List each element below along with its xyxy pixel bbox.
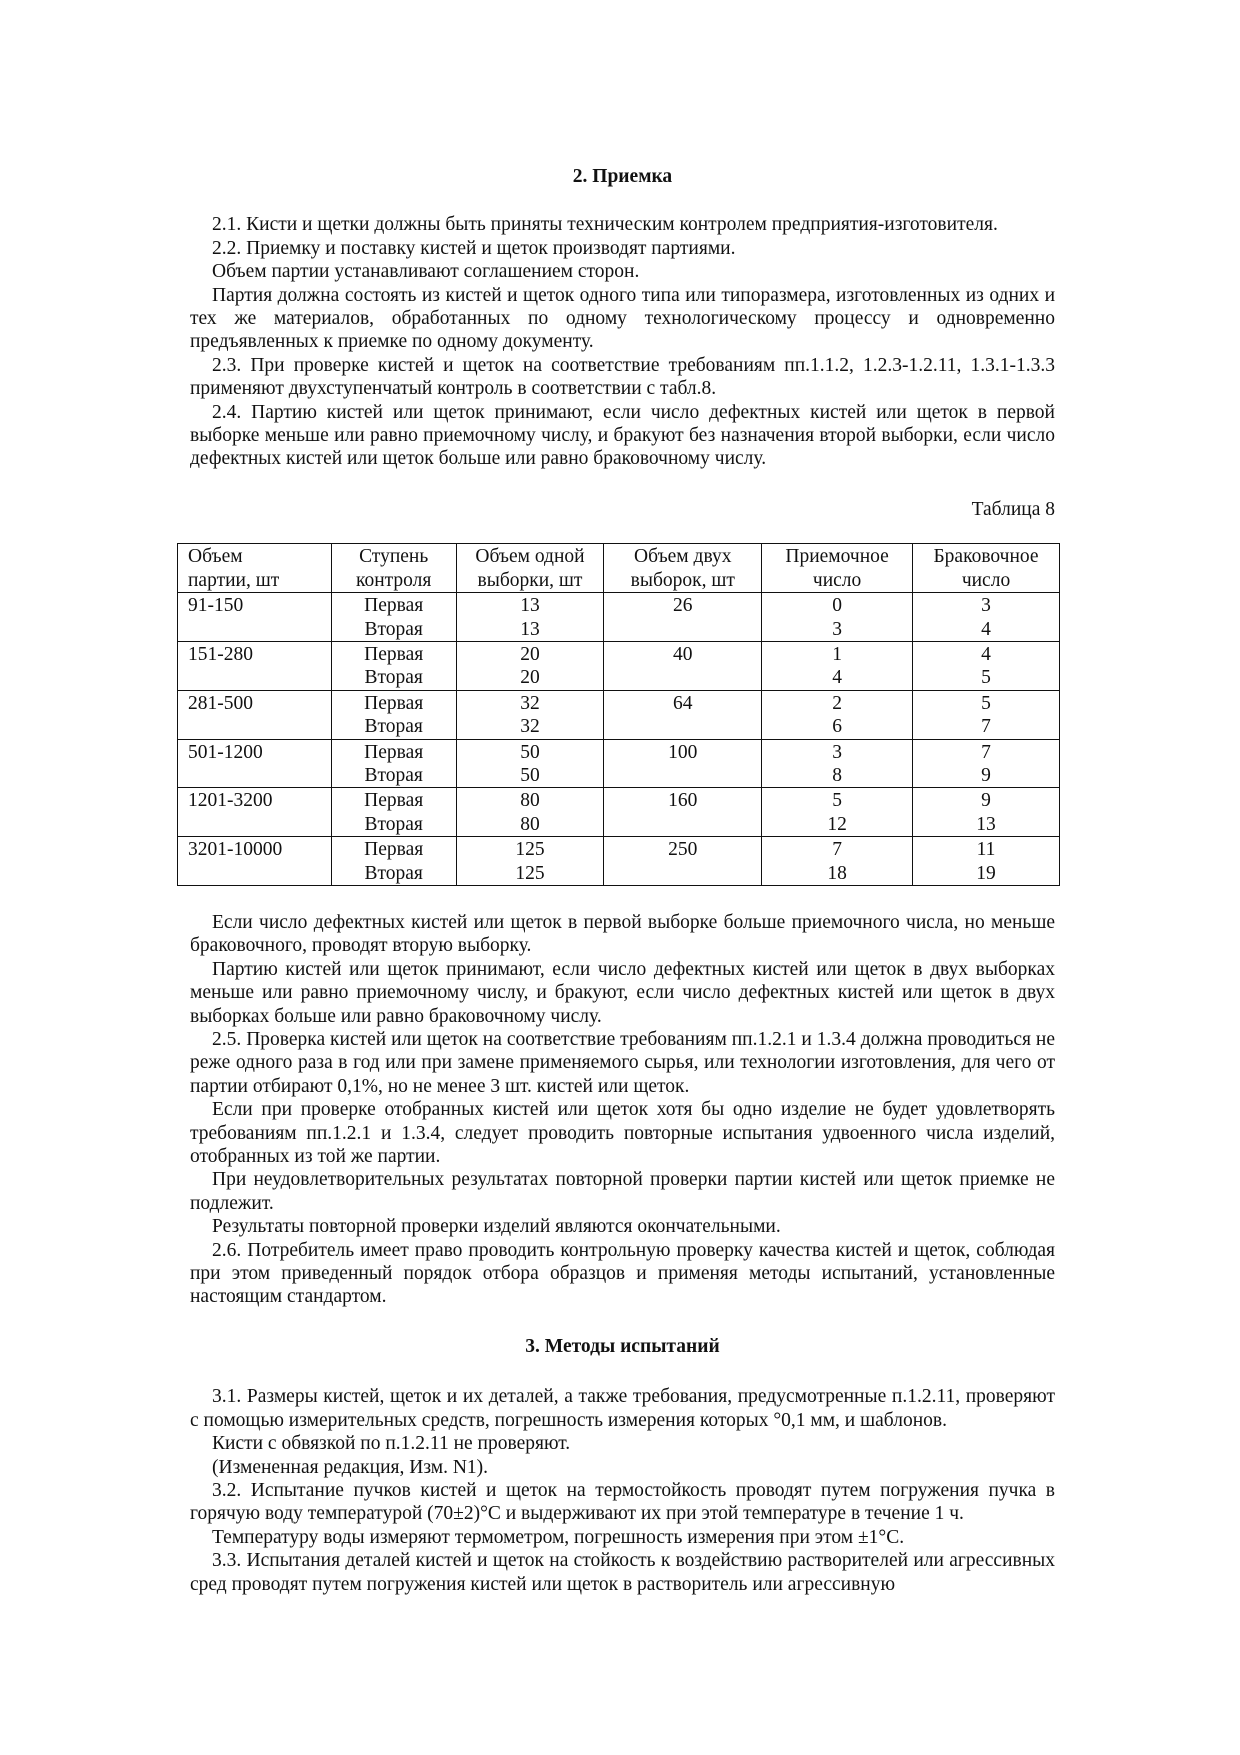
cell-sample-size — [456, 690, 604, 739]
cell-sample-size — [456, 739, 604, 788]
cell-rejection-number-line: 7 — [981, 716, 991, 738]
paragraph: 2.3. При проверке кистей и щеток на соответствие требованиям пп.1.1.2, 1.2.3-1.2.11, 1.3.1-1.3.3 применяют двухступенчатый контроль в соответствии с табл.8. — [190, 354, 1055, 400]
paragraph: Если при проверке отобранных кистей или щеток хотя бы одно изделие не будет удовлетворять требованиям пп.1.2.1 и 1.3.4, следует проводить повторные испытания удвоенного числа изделий, отобранных из той же партии. — [190, 1099, 1055, 1168]
cell-lot-size: 151-280 — [178, 641, 332, 690]
paragraph: Партию кистей или щеток принимают, если число дефектных кистей или щеток в двух выборках меньше или равно приемочному числу, и бракуют, если число дефектных кистей или щеток в двух выборках больше или равно браковочному числу. — [190, 958, 1055, 1027]
cell-rejection-number — [913, 641, 1060, 690]
paragraph: При неудовлетворительных результатах повторной проверки партии кистей или щеток приемке не подлежит. — [190, 1169, 1055, 1214]
cell-sample-size — [456, 788, 604, 837]
paragraph: 3.1. Размеры кистей, щеток и их деталей, а также требования, предусмотренные п.1.2.11, проверяют с помощью измерительных средств, погрешность измерения которых °0,1 мм, и шаблонов. — [190, 1386, 1055, 1431]
section-3-title: 3. Методы испытаний — [525, 1335, 720, 1357]
cell-sample-size-line: 20 — [520, 667, 540, 689]
paragraph: 3.3. Испытания деталей кистей и щеток на стойкость к воздействию растворителей или агрессивных сред проводят путем погружения кистей или щеток в растворитель или агрессивную — [190, 1550, 1055, 1595]
cell-stage — [331, 690, 456, 739]
cell-total-sample-size: 160 — [604, 788, 762, 837]
table-row — [178, 739, 1060, 788]
paragraph: 2.1. Кисти и щетки должны быть приняты техническим контролем предприятия-изготовителя. — [212, 214, 998, 236]
cell-total-sample-size: 64 — [604, 690, 762, 739]
cell-rejection-number-line: 11 — [976, 839, 996, 861]
cell-acceptance-number-line: 3 — [832, 741, 842, 763]
cell-sample-size-line: 13 — [520, 618, 540, 640]
cell-rejection-number-line: 5 — [981, 692, 991, 714]
paragraph: Кисти с обвязкой по п.1.2.11 не проверяют. — [212, 1433, 571, 1455]
cell-acceptance-number-line: 0 — [832, 595, 842, 617]
cell-acceptance-number — [762, 593, 913, 642]
header-rejection-number: Браковочное число — [913, 544, 1060, 593]
paragraph: Партия должна состоять из кистей и щеток одного типа или типоразмера, изготовленных из одних и тех же материалов, обработанных по одному технологическому процессу и одновременно предъявленных к приемке по одному документу. — [190, 284, 1055, 353]
cell-stage-line: Вторая — [364, 618, 423, 640]
paragraph: 2.4. Партию кистей или щеток принимают, если число дефектных кистей или щеток в первой выборке меньше или равно приемочному числу, и бракуют без назначения второй выборки, если число дефектных кистей или щеток больше или равно браковочному числу. — [190, 401, 1055, 470]
table-row — [178, 641, 1060, 690]
cell-rejection-number — [913, 788, 1060, 837]
cell-rejection-number — [913, 739, 1060, 788]
cell-rejection-number-line: 7 — [981, 741, 991, 763]
cell-lot-size: 281-500 — [178, 690, 332, 739]
document-page — [190, 165, 1055, 1596]
cell-acceptance-number-line: 6 — [832, 716, 842, 738]
cell-sample-size-line: 125 — [515, 862, 545, 884]
cell-acceptance-number-line: 5 — [832, 790, 842, 812]
cell-acceptance-number — [762, 837, 913, 886]
cell-total-sample-size: 250 — [604, 837, 762, 886]
paragraph: 2.5. Проверка кистей или щеток на соответствие требованиям пп.1.2.1 и 1.3.4 должна проводиться не реже одного раза в год или при замене применяемого сырья, или технологии изготовления, для чего от партии отбирают 0,1%, но не менее 3 шт. кистей или щеток. — [190, 1029, 1055, 1097]
cell-stage-line: Вторая — [364, 667, 423, 689]
cell-rejection-number — [913, 837, 1060, 886]
cell-stage — [331, 837, 456, 886]
cell-acceptance-number-line: 1 — [832, 643, 842, 665]
cell-rejection-number-line: 4 — [981, 618, 991, 640]
after-table-text — [190, 911, 1055, 1309]
header-lot-size: Объем партии, шт — [178, 544, 332, 593]
cell-rejection-number-line: 9 — [981, 790, 991, 812]
cell-acceptance-number-line: 7 — [832, 839, 842, 861]
table-body — [178, 593, 1060, 886]
paragraph: Результаты повторной проверки изделий являются окончательными. — [212, 1216, 781, 1238]
cell-stage-line: Первая — [364, 643, 424, 665]
paragraph: 2.2. Приемку и поставку кистей и щеток производят партиями. — [212, 237, 736, 259]
cell-sample-size — [456, 593, 604, 642]
cell-lot-size: 3201-10000 — [178, 837, 332, 886]
table-row — [178, 593, 1060, 642]
cell-acceptance-number-line: 8 — [832, 764, 842, 786]
cell-total-sample-size: 26 — [604, 593, 762, 642]
header-stage: Ступень контроля — [331, 544, 456, 593]
cell-stage-line: Вторая — [364, 716, 423, 738]
cell-sample-size-line: 50 — [520, 764, 540, 786]
table-row — [178, 837, 1060, 886]
cell-total-sample-size: 100 — [604, 739, 762, 788]
header-sample-size: Объем одной выборки, шт — [456, 544, 604, 593]
table-caption: Таблица 8 — [971, 498, 1055, 520]
table-row — [178, 690, 1060, 739]
table-row — [178, 788, 1060, 837]
paragraph: 3.2. Испытание пучков кистей и щеток на термостойкость проводят путем погружения пучка в горячую воду температурой (70±2)°С и выдерживают их при этой температуре в течение 1 ч. — [190, 1479, 1055, 1525]
cell-acceptance-number — [762, 641, 913, 690]
cell-stage — [331, 641, 456, 690]
cell-acceptance-number-line: 4 — [832, 667, 842, 689]
cell-lot-size: 91-150 — [178, 593, 332, 642]
cell-rejection-number-line: 19 — [976, 862, 996, 884]
paragraph: (Измененная редакция, Изм. N1). — [212, 1456, 489, 1478]
cell-rejection-number — [913, 690, 1060, 739]
cell-rejection-number — [913, 593, 1060, 642]
cell-lot-size: 1201-3200 — [178, 788, 332, 837]
cell-total-sample-size: 40 — [604, 641, 762, 690]
cell-stage-line: Первая — [364, 595, 424, 617]
cell-sample-size-line: 80 — [520, 790, 540, 812]
cell-acceptance-number-line: 18 — [827, 862, 847, 884]
section-2-title: 2. Приемка — [572, 166, 673, 187]
cell-acceptance-number-line: 12 — [827, 813, 847, 835]
cell-sample-size-line: 125 — [515, 839, 545, 861]
header-acceptance-number: Приемочное число — [762, 544, 913, 593]
cell-acceptance-number-line: 2 — [832, 692, 842, 714]
table-header-row — [178, 544, 1060, 593]
cell-sample-size — [456, 837, 604, 886]
header-total-sample-size: Объем двух выборок, шт — [604, 544, 762, 593]
cell-stage-line: Первая — [364, 692, 424, 714]
cell-acceptance-number — [762, 690, 913, 739]
cell-sample-size — [456, 641, 604, 690]
cell-rejection-number-line: 3 — [981, 595, 991, 617]
cell-stage — [331, 788, 456, 837]
cell-sample-size-line: 20 — [520, 643, 540, 665]
cell-rejection-number-line: 9 — [981, 764, 991, 786]
cell-stage-line: Первая — [364, 839, 424, 861]
paragraph: Температуру воды измеряют термометром, погрешность измерения при этом ±1°С. — [212, 1526, 905, 1548]
cell-lot-size: 501-1200 — [178, 739, 332, 788]
cell-stage — [331, 593, 456, 642]
cell-stage-line: Вторая — [364, 862, 423, 884]
cell-stage-line: Вторая — [364, 813, 423, 835]
cell-stage-line: Вторая — [364, 764, 423, 786]
cell-sample-size-line: 80 — [520, 813, 540, 835]
cell-sample-size-line: 32 — [520, 692, 540, 714]
cell-sample-size-line: 13 — [520, 595, 540, 617]
cell-stage — [331, 739, 456, 788]
cell-rejection-number-line: 5 — [981, 667, 991, 689]
cell-stage-line: Первая — [364, 741, 424, 763]
cell-acceptance-number — [762, 788, 913, 837]
cell-rejection-number-line: 13 — [976, 813, 996, 835]
sampling-table — [177, 543, 1060, 886]
cell-acceptance-number-line: 3 — [832, 618, 842, 640]
paragraph: Если число дефектных кистей или щеток в первой выборке больше приемочного числа, но меньше браковочного, проводят вторую выборку. — [190, 911, 1055, 957]
paragraph: 2.6. Потребитель имеет право проводить контрольную проверку качества кистей и щеток, соблюдая при этом приведенный порядок отбора образцов и применяя методы испытаний, установленные настоящим стандартом. — [190, 1239, 1055, 1308]
cell-acceptance-number — [762, 739, 913, 788]
cell-stage-line: Первая — [364, 790, 424, 812]
cell-sample-size-line: 50 — [520, 741, 540, 763]
paragraph: Объем партии устанавливают соглашением сторон. — [212, 261, 640, 283]
cell-sample-size-line: 32 — [520, 716, 540, 738]
cell-rejection-number-line: 4 — [981, 643, 991, 665]
